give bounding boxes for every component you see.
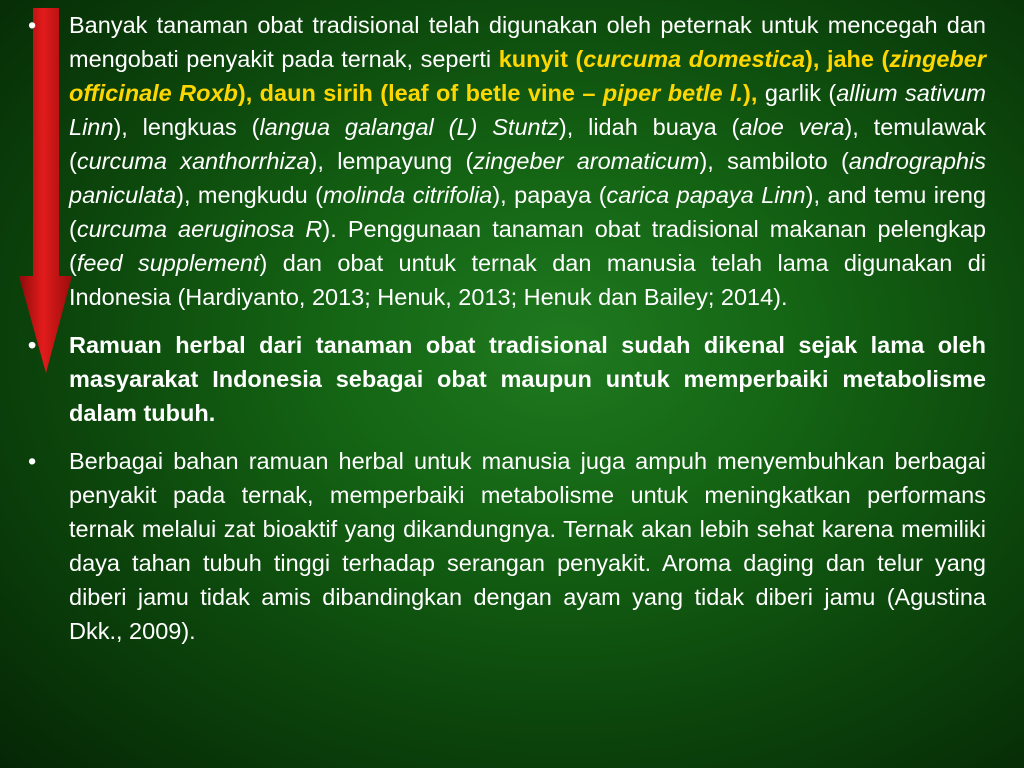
text-segment: ), lengkuas ( bbox=[113, 114, 260, 140]
bullet-text bbox=[69, 444, 986, 648]
text-segment: molinda citrifolia bbox=[322, 182, 493, 208]
bullet-item bbox=[28, 8, 986, 314]
text-segment: ), papaya ( bbox=[492, 182, 607, 208]
text-segment: feed supplement bbox=[76, 250, 260, 276]
text-segment: Ramuan herbal dari tanaman obat tradisional sudah dikenal sejak lama oleh masyarakat Indonesia sebagai obat maupun untuk memperbaiki metabolisme dalam tubuh. bbox=[69, 332, 986, 426]
text-segment: ), lempayung ( bbox=[309, 148, 474, 174]
text-segment: ). Penggunaan tanaman obat tradisional makanan pelengkap ( bbox=[69, 216, 986, 276]
text-segment: Banyak tanaman obat tradisional telah digunakan oleh peternak untuk mencegah dan mengobati penyakit pada ternak, seperti bbox=[69, 12, 986, 72]
text-segment: allium sativum Linn bbox=[69, 80, 986, 140]
text-segment: ), temulawak ( bbox=[69, 114, 986, 174]
highlighted-text: ), bbox=[743, 80, 758, 106]
text-segment: ), and temu ireng ( bbox=[69, 182, 987, 242]
highlighted-text: ), jahe ( bbox=[805, 46, 890, 72]
bullet-dot-icon: • bbox=[28, 332, 37, 358]
bullet-text bbox=[69, 8, 986, 314]
text-segment: aloe vera bbox=[739, 114, 845, 140]
text-segment: langua galangal (L) Stuntz bbox=[259, 114, 559, 140]
highlighted-text: zingeber officinale Roxb bbox=[69, 46, 986, 106]
highlighted-text: curcuma domestica bbox=[583, 46, 806, 72]
text-segment: curcuma xanthorrhiza bbox=[76, 148, 310, 174]
bullet-text bbox=[69, 328, 986, 430]
text-segment: zingeber aromaticum bbox=[473, 148, 700, 174]
text-segment: garlik ( bbox=[757, 80, 837, 106]
text-segment: Berbagai bahan ramuan herbal untuk manusia juga ampuh menyembuhkan berbagai penyakit pada ternak, memperbaiki metabolisme untuk meningkatkan performans ternak melalui zat bioaktif yang dikandungnya. Ternak akan lebih sehat karena memiliki daya tahan tubuh tinggi terhadap serangan penyakit. Aroma daging dan telur yang diberi jamu tidak amis dibandingkan dengan ayam yang tidak diberi jamu (Agustina Dkk., 2009). bbox=[69, 448, 986, 644]
bullet-dot-icon: • bbox=[28, 12, 37, 38]
highlighted-text: ), daun sirih (leaf of betle vine – bbox=[237, 80, 603, 106]
text-segment: ), lidah buaya ( bbox=[558, 114, 740, 140]
bullet-item bbox=[28, 328, 986, 430]
text-segment: ), mengkudu ( bbox=[176, 182, 323, 208]
text-segment: carica papaya Linn bbox=[606, 182, 806, 208]
bullet-dot-icon: • bbox=[28, 448, 37, 474]
highlighted-text: kunyit ( bbox=[498, 46, 584, 72]
slide-content bbox=[28, 8, 986, 648]
bullet-item bbox=[28, 444, 986, 648]
text-segment: andrographis paniculata bbox=[69, 148, 986, 208]
text-segment: ) dan obat untuk ternak dan manusia telah lama digunakan di Indonesia (Hardiyanto, 2013; Henuk, 2013; Henuk dan Bailey; 2014). bbox=[69, 250, 987, 310]
text-segment: ), sambiloto ( bbox=[699, 148, 849, 174]
bullet-list bbox=[28, 8, 986, 648]
highlighted-text: piper betle l. bbox=[602, 80, 744, 106]
text-segment: curcuma aeruginosa R bbox=[76, 216, 323, 242]
